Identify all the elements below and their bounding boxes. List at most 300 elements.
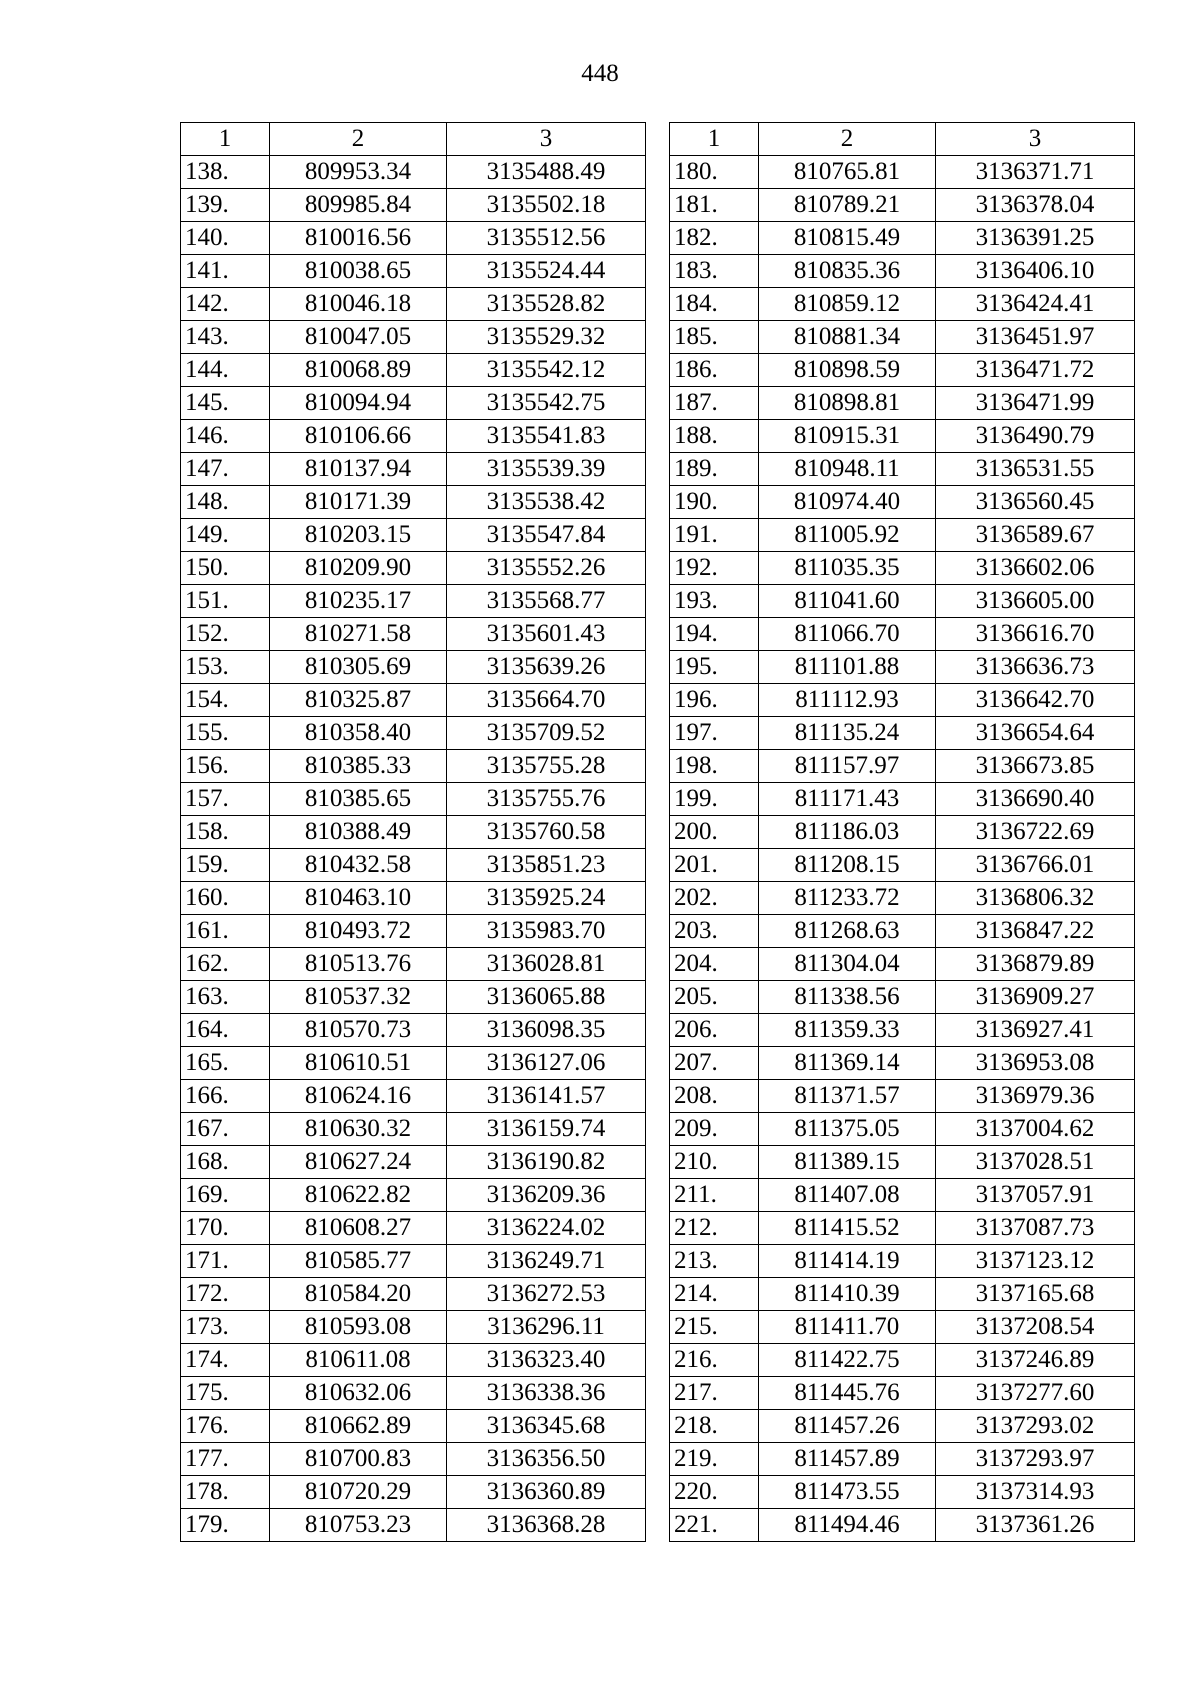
table-row	[181, 684, 646, 717]
table-row	[181, 1443, 646, 1476]
table-row	[670, 189, 1135, 222]
y-coordinate-cell: 3136690.40	[936, 783, 1135, 816]
point-number-cell: 152.	[181, 618, 270, 651]
x-coordinate-cell: 810358.40	[270, 717, 447, 750]
point-number-cell: 196.	[670, 684, 759, 717]
y-coordinate-cell: 3136953.08	[936, 1047, 1135, 1080]
point-number-cell: 201.	[670, 849, 759, 882]
table-row	[670, 816, 1135, 849]
x-coordinate-cell: 809985.84	[270, 189, 447, 222]
y-coordinate-cell: 3136209.36	[447, 1179, 646, 1212]
point-number-cell: 144.	[181, 354, 270, 387]
table-row	[670, 1278, 1135, 1311]
y-coordinate-cell: 3136224.02	[447, 1212, 646, 1245]
point-number-cell: 205.	[670, 981, 759, 1014]
y-coordinate-cell: 3136360.89	[447, 1476, 646, 1509]
point-number-cell: 139.	[181, 189, 270, 222]
table-row	[181, 453, 646, 486]
page-number: 448	[581, 60, 619, 87]
y-coordinate-cell: 3136371.71	[936, 156, 1135, 189]
table-row	[181, 486, 646, 519]
x-coordinate-cell: 810137.94	[270, 453, 447, 486]
x-coordinate-cell: 810593.08	[270, 1311, 447, 1344]
point-number-cell: 186.	[670, 354, 759, 387]
table-row	[181, 255, 646, 288]
point-number-cell: 191.	[670, 519, 759, 552]
x-coordinate-cell: 810068.89	[270, 354, 447, 387]
point-number-cell: 190.	[670, 486, 759, 519]
table-row	[670, 1476, 1135, 1509]
table-row	[181, 387, 646, 420]
x-coordinate-cell: 810610.51	[270, 1047, 447, 1080]
y-coordinate-cell: 3137208.54	[936, 1311, 1135, 1344]
y-coordinate-cell: 3135488.49	[447, 156, 646, 189]
table-row	[670, 849, 1135, 882]
y-coordinate-cell: 3135851.23	[447, 849, 646, 882]
point-number-cell: 143.	[181, 321, 270, 354]
y-coordinate-cell: 3136424.41	[936, 288, 1135, 321]
point-number-cell: 192.	[670, 552, 759, 585]
table-row	[181, 816, 646, 849]
table-row	[670, 420, 1135, 453]
x-coordinate-cell: 810815.49	[759, 222, 936, 255]
x-coordinate-cell: 810570.73	[270, 1014, 447, 1047]
point-number-cell: 150.	[181, 552, 270, 585]
table-row	[670, 1377, 1135, 1410]
y-coordinate-cell: 3135664.70	[447, 684, 646, 717]
table-row	[181, 1377, 646, 1410]
y-coordinate-cell: 3137087.73	[936, 1212, 1135, 1245]
x-coordinate-cell: 811304.04	[759, 948, 936, 981]
point-number-cell: 172.	[181, 1278, 270, 1311]
x-coordinate-cell: 811066.70	[759, 618, 936, 651]
y-coordinate-cell: 3135539.39	[447, 453, 646, 486]
x-coordinate-cell: 810898.59	[759, 354, 936, 387]
x-coordinate-cell: 810463.10	[270, 882, 447, 915]
table-row	[181, 981, 646, 1014]
table-row	[181, 354, 646, 387]
x-coordinate-cell: 810046.18	[270, 288, 447, 321]
y-coordinate-cell: 3137246.89	[936, 1344, 1135, 1377]
x-coordinate-cell: 810305.69	[270, 651, 447, 684]
point-number-cell: 177.	[181, 1443, 270, 1476]
table-row	[670, 387, 1135, 420]
point-number-cell: 208.	[670, 1080, 759, 1113]
table-row	[181, 849, 646, 882]
x-coordinate-cell: 810432.58	[270, 849, 447, 882]
point-number-cell: 184.	[670, 288, 759, 321]
coordinate-table-right	[669, 122, 1135, 1542]
point-number-cell: 163.	[181, 981, 270, 1014]
y-coordinate-cell: 3137057.91	[936, 1179, 1135, 1212]
table-row	[670, 1245, 1135, 1278]
point-number-cell: 153.	[181, 651, 270, 684]
table-row	[181, 288, 646, 321]
column-header: 3	[936, 123, 1135, 156]
table-row	[181, 1509, 646, 1542]
table-row	[181, 1212, 646, 1245]
y-coordinate-cell: 3135529.32	[447, 321, 646, 354]
x-coordinate-cell: 811208.15	[759, 849, 936, 882]
table-row	[181, 1113, 646, 1146]
y-coordinate-cell: 3136378.04	[936, 189, 1135, 222]
table-row	[670, 585, 1135, 618]
table-row	[181, 420, 646, 453]
y-coordinate-cell: 3136531.55	[936, 453, 1135, 486]
table-row	[670, 1311, 1135, 1344]
table-row	[181, 1179, 646, 1212]
point-number-cell: 199.	[670, 783, 759, 816]
table-row	[181, 1014, 646, 1047]
table-row	[670, 486, 1135, 519]
column-header: 2	[759, 123, 936, 156]
y-coordinate-cell: 3135709.52	[447, 717, 646, 750]
table-row	[670, 1014, 1135, 1047]
y-coordinate-cell: 3136642.70	[936, 684, 1135, 717]
x-coordinate-cell: 811157.97	[759, 750, 936, 783]
column-header: 3	[447, 123, 646, 156]
x-coordinate-cell: 810632.06	[270, 1377, 447, 1410]
table-row	[181, 915, 646, 948]
y-coordinate-cell: 3135755.28	[447, 750, 646, 783]
table-row	[670, 1410, 1135, 1443]
point-number-cell: 140.	[181, 222, 270, 255]
x-coordinate-cell: 810624.16	[270, 1080, 447, 1113]
x-coordinate-cell: 811371.57	[759, 1080, 936, 1113]
point-number-cell: 168.	[181, 1146, 270, 1179]
point-number-cell: 148.	[181, 486, 270, 519]
table-row	[670, 1179, 1135, 1212]
table-row	[181, 1080, 646, 1113]
x-coordinate-cell: 810271.58	[270, 618, 447, 651]
x-coordinate-cell: 810203.15	[270, 519, 447, 552]
point-number-cell: 141.	[181, 255, 270, 288]
table-row	[670, 156, 1135, 189]
point-number-cell: 215.	[670, 1311, 759, 1344]
y-coordinate-cell: 3135552.26	[447, 552, 646, 585]
y-coordinate-cell: 3136909.27	[936, 981, 1135, 1014]
y-coordinate-cell: 3136127.06	[447, 1047, 646, 1080]
y-coordinate-cell: 3136471.72	[936, 354, 1135, 387]
table-row	[670, 1443, 1135, 1476]
y-coordinate-cell: 3136654.64	[936, 717, 1135, 750]
point-number-cell: 156.	[181, 750, 270, 783]
point-number-cell: 165.	[181, 1047, 270, 1080]
y-coordinate-cell: 3137123.12	[936, 1245, 1135, 1278]
y-coordinate-cell: 3136490.79	[936, 420, 1135, 453]
x-coordinate-cell: 811035.35	[759, 552, 936, 585]
x-coordinate-cell: 811233.72	[759, 882, 936, 915]
table-row	[670, 1344, 1135, 1377]
y-coordinate-cell: 3136589.67	[936, 519, 1135, 552]
table-row	[670, 354, 1135, 387]
table-row	[670, 255, 1135, 288]
table-row	[670, 915, 1135, 948]
y-coordinate-cell: 3136249.71	[447, 1245, 646, 1278]
x-coordinate-cell: 811410.39	[759, 1278, 936, 1311]
table-row	[670, 552, 1135, 585]
point-number-cell: 181.	[670, 189, 759, 222]
point-number-cell: 214.	[670, 1278, 759, 1311]
point-number-cell: 189.	[670, 453, 759, 486]
x-coordinate-cell: 810388.49	[270, 816, 447, 849]
y-coordinate-cell: 3136190.82	[447, 1146, 646, 1179]
x-coordinate-cell: 810537.32	[270, 981, 447, 1014]
y-coordinate-cell: 3135541.83	[447, 420, 646, 453]
x-coordinate-cell: 810622.82	[270, 1179, 447, 1212]
point-number-cell: 170.	[181, 1212, 270, 1245]
x-coordinate-cell: 810171.39	[270, 486, 447, 519]
point-number-cell: 203.	[670, 915, 759, 948]
y-coordinate-cell: 3137028.51	[936, 1146, 1135, 1179]
y-coordinate-cell: 3136879.89	[936, 948, 1135, 981]
y-coordinate-cell: 3137293.02	[936, 1410, 1135, 1443]
y-coordinate-cell: 3136636.73	[936, 651, 1135, 684]
point-number-cell: 155.	[181, 717, 270, 750]
point-number-cell: 206.	[670, 1014, 759, 1047]
x-coordinate-cell: 811407.08	[759, 1179, 936, 1212]
point-number-cell: 160.	[181, 882, 270, 915]
y-coordinate-cell: 3136471.99	[936, 387, 1135, 420]
table-row	[670, 1080, 1135, 1113]
x-coordinate-cell: 810611.08	[270, 1344, 447, 1377]
table-row	[181, 585, 646, 618]
table-row	[181, 1410, 646, 1443]
table-row	[181, 1278, 646, 1311]
y-coordinate-cell: 3136766.01	[936, 849, 1135, 882]
table-row	[181, 882, 646, 915]
x-coordinate-cell: 811359.33	[759, 1014, 936, 1047]
y-coordinate-cell: 3136159.74	[447, 1113, 646, 1146]
y-coordinate-cell: 3136673.85	[936, 750, 1135, 783]
table-row	[670, 1047, 1135, 1080]
x-coordinate-cell: 810585.77	[270, 1245, 447, 1278]
y-coordinate-cell: 3136141.57	[447, 1080, 646, 1113]
y-coordinate-cell: 3135760.58	[447, 816, 646, 849]
table-row	[181, 1245, 646, 1278]
x-coordinate-cell: 811422.75	[759, 1344, 936, 1377]
y-coordinate-cell: 3136345.68	[447, 1410, 646, 1443]
point-number-cell: 204.	[670, 948, 759, 981]
y-coordinate-cell: 3135601.43	[447, 618, 646, 651]
point-number-cell: 175.	[181, 1377, 270, 1410]
point-number-cell: 171.	[181, 1245, 270, 1278]
point-number-cell: 195.	[670, 651, 759, 684]
x-coordinate-cell: 811135.24	[759, 717, 936, 750]
point-number-cell: 188.	[670, 420, 759, 453]
x-coordinate-cell: 810608.27	[270, 1212, 447, 1245]
x-coordinate-cell: 810385.65	[270, 783, 447, 816]
table-row	[181, 189, 646, 222]
point-number-cell: 182.	[670, 222, 759, 255]
y-coordinate-cell: 3136338.36	[447, 1377, 646, 1410]
y-coordinate-cell: 3137293.97	[936, 1443, 1135, 1476]
x-coordinate-cell: 811338.56	[759, 981, 936, 1014]
x-coordinate-cell: 811457.89	[759, 1443, 936, 1476]
x-coordinate-cell: 810898.81	[759, 387, 936, 420]
point-number-cell: 193.	[670, 585, 759, 618]
y-coordinate-cell: 3135512.56	[447, 222, 646, 255]
y-coordinate-cell: 3136602.06	[936, 552, 1135, 585]
y-coordinate-cell: 3136560.45	[936, 486, 1135, 519]
point-number-cell: 187.	[670, 387, 759, 420]
point-number-cell: 210.	[670, 1146, 759, 1179]
table-row	[670, 882, 1135, 915]
point-number-cell: 179.	[181, 1509, 270, 1542]
y-coordinate-cell: 3135925.24	[447, 882, 646, 915]
x-coordinate-cell: 810038.65	[270, 255, 447, 288]
x-coordinate-cell: 810493.72	[270, 915, 447, 948]
point-number-cell: 173.	[181, 1311, 270, 1344]
y-coordinate-cell: 3137361.26	[936, 1509, 1135, 1542]
column-header: 1	[670, 123, 759, 156]
x-coordinate-cell: 810047.05	[270, 321, 447, 354]
table-row	[670, 321, 1135, 354]
x-coordinate-cell: 810948.11	[759, 453, 936, 486]
y-coordinate-cell: 3136391.25	[936, 222, 1135, 255]
x-coordinate-cell: 811171.43	[759, 783, 936, 816]
y-coordinate-cell: 3136806.32	[936, 882, 1135, 915]
point-number-cell: 159.	[181, 849, 270, 882]
x-coordinate-cell: 810700.83	[270, 1443, 447, 1476]
point-number-cell: 180.	[670, 156, 759, 189]
y-coordinate-cell: 3137004.62	[936, 1113, 1135, 1146]
x-coordinate-cell: 810915.31	[759, 420, 936, 453]
table-row	[181, 1344, 646, 1377]
x-coordinate-cell: 811268.63	[759, 915, 936, 948]
table-row	[181, 321, 646, 354]
point-number-cell: 198.	[670, 750, 759, 783]
table-row	[181, 651, 646, 684]
point-number-cell: 197.	[670, 717, 759, 750]
table-row	[181, 783, 646, 816]
y-coordinate-cell: 3136065.88	[447, 981, 646, 1014]
table-row	[670, 222, 1135, 255]
table-row	[670, 618, 1135, 651]
table-row	[670, 783, 1135, 816]
x-coordinate-cell: 810016.56	[270, 222, 447, 255]
point-number-cell: 200.	[670, 816, 759, 849]
table-row	[181, 948, 646, 981]
x-coordinate-cell: 811445.76	[759, 1377, 936, 1410]
table-row	[181, 222, 646, 255]
y-coordinate-cell: 3135639.26	[447, 651, 646, 684]
y-coordinate-cell: 3135528.82	[447, 288, 646, 321]
x-coordinate-cell: 810630.32	[270, 1113, 447, 1146]
y-coordinate-cell: 3135542.75	[447, 387, 646, 420]
column-header: 2	[270, 123, 447, 156]
y-coordinate-cell: 3136356.50	[447, 1443, 646, 1476]
point-number-cell: 169.	[181, 1179, 270, 1212]
table-row	[181, 618, 646, 651]
x-coordinate-cell: 810859.12	[759, 288, 936, 321]
x-coordinate-cell: 811457.26	[759, 1410, 936, 1443]
x-coordinate-cell: 811375.05	[759, 1113, 936, 1146]
table-row	[181, 1476, 646, 1509]
y-coordinate-cell: 3135983.70	[447, 915, 646, 948]
y-coordinate-cell: 3136406.10	[936, 255, 1135, 288]
x-coordinate-cell: 811369.14	[759, 1047, 936, 1080]
y-coordinate-cell: 3135502.18	[447, 189, 646, 222]
y-coordinate-cell: 3137314.93	[936, 1476, 1135, 1509]
y-coordinate-cell: 3136605.00	[936, 585, 1135, 618]
point-number-cell: 174.	[181, 1344, 270, 1377]
x-coordinate-cell: 810325.87	[270, 684, 447, 717]
point-number-cell: 194.	[670, 618, 759, 651]
x-coordinate-cell: 810513.76	[270, 948, 447, 981]
x-coordinate-cell: 809953.34	[270, 156, 447, 189]
point-number-cell: 166.	[181, 1080, 270, 1113]
point-number-cell: 138.	[181, 156, 270, 189]
point-number-cell: 142.	[181, 288, 270, 321]
y-coordinate-cell: 3136847.22	[936, 915, 1135, 948]
y-coordinate-cell: 3135568.77	[447, 585, 646, 618]
y-coordinate-cell: 3136722.69	[936, 816, 1135, 849]
point-number-cell: 178.	[181, 1476, 270, 1509]
x-coordinate-cell: 810385.33	[270, 750, 447, 783]
y-coordinate-cell: 3136979.36	[936, 1080, 1135, 1113]
column-header: 1	[181, 123, 270, 156]
x-coordinate-cell: 810789.21	[759, 189, 936, 222]
x-coordinate-cell: 811411.70	[759, 1311, 936, 1344]
x-coordinate-cell: 810765.81	[759, 156, 936, 189]
y-coordinate-cell: 3135755.76	[447, 783, 646, 816]
y-coordinate-cell: 3136296.11	[447, 1311, 646, 1344]
point-number-cell: 211.	[670, 1179, 759, 1212]
point-number-cell: 183.	[670, 255, 759, 288]
point-number-cell: 209.	[670, 1113, 759, 1146]
table-row	[181, 1146, 646, 1179]
point-number-cell: 185.	[670, 321, 759, 354]
table-row	[181, 1311, 646, 1344]
x-coordinate-cell: 811389.15	[759, 1146, 936, 1179]
coordinate-table-left	[180, 122, 646, 1542]
point-number-cell: 216.	[670, 1344, 759, 1377]
point-number-cell: 157.	[181, 783, 270, 816]
table-row	[670, 1212, 1135, 1245]
point-number-cell: 218.	[670, 1410, 759, 1443]
table-row	[181, 1047, 646, 1080]
x-coordinate-cell: 810209.90	[270, 552, 447, 585]
x-coordinate-cell: 810106.66	[270, 420, 447, 453]
y-coordinate-cell: 3137165.68	[936, 1278, 1135, 1311]
point-number-cell: 167.	[181, 1113, 270, 1146]
table-row	[670, 750, 1135, 783]
y-coordinate-cell: 3136323.40	[447, 1344, 646, 1377]
table-header-row	[181, 123, 646, 156]
table-row	[181, 750, 646, 783]
point-number-cell: 162.	[181, 948, 270, 981]
y-coordinate-cell: 3136272.53	[447, 1278, 646, 1311]
y-coordinate-cell: 3136451.97	[936, 321, 1135, 354]
y-coordinate-cell: 3135524.44	[447, 255, 646, 288]
table-row	[670, 1509, 1135, 1542]
point-number-cell: 220.	[670, 1476, 759, 1509]
point-number-cell: 149.	[181, 519, 270, 552]
table-row	[670, 453, 1135, 486]
x-coordinate-cell: 810881.34	[759, 321, 936, 354]
y-coordinate-cell: 3135538.42	[447, 486, 646, 519]
point-number-cell: 146.	[181, 420, 270, 453]
table-row	[670, 981, 1135, 1014]
y-coordinate-cell: 3136616.70	[936, 618, 1135, 651]
x-coordinate-cell: 810753.23	[270, 1509, 447, 1542]
point-number-cell: 147.	[181, 453, 270, 486]
x-coordinate-cell: 810235.17	[270, 585, 447, 618]
x-coordinate-cell: 811473.55	[759, 1476, 936, 1509]
x-coordinate-cell: 811415.52	[759, 1212, 936, 1245]
table-row	[181, 156, 646, 189]
